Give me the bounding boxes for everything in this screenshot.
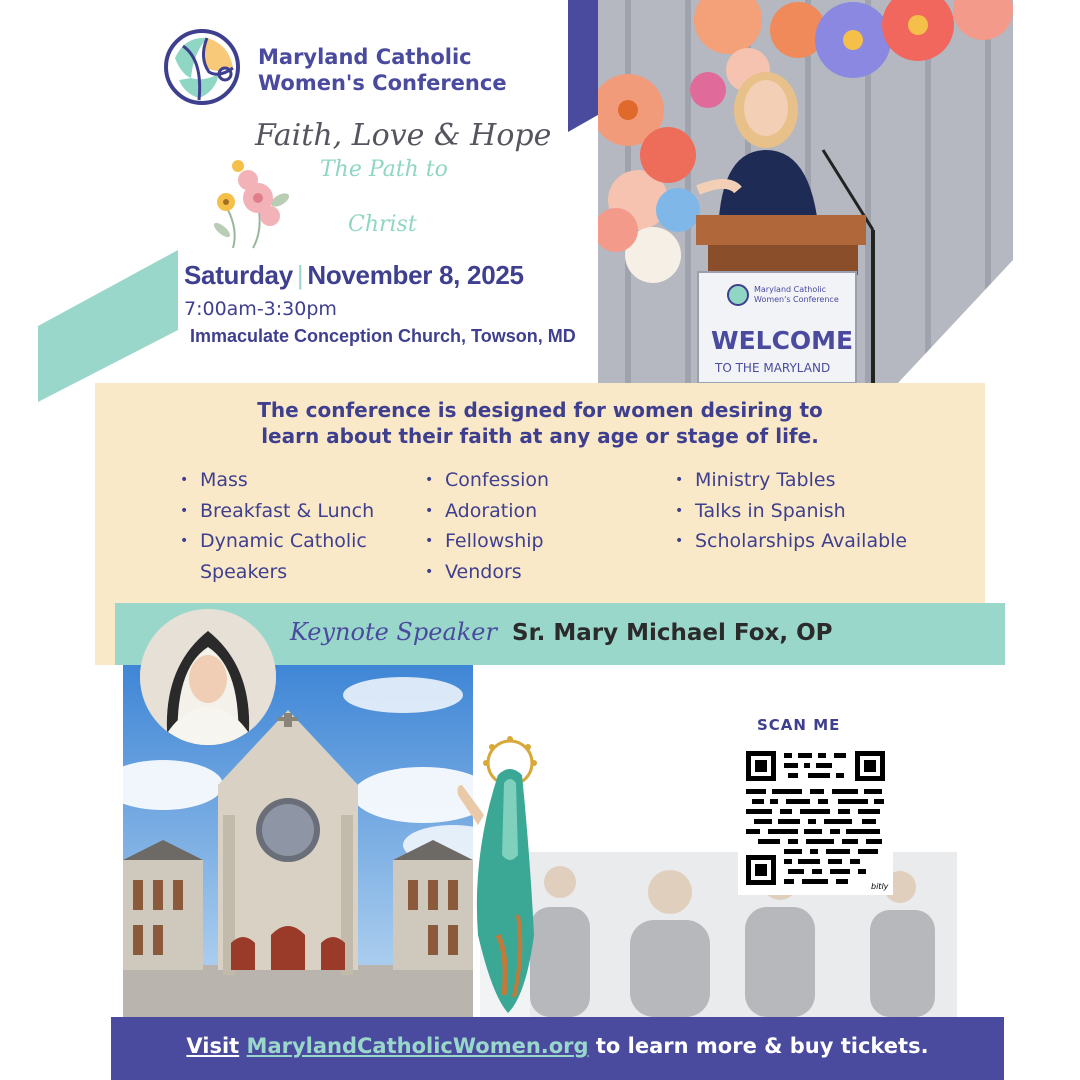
website-link[interactable]: MarylandCatholicWomen.org: [246, 1034, 589, 1058]
theme-title: Faith, Love & Hope: [255, 118, 552, 153]
scan-me-label: SCAN ME: [757, 716, 841, 734]
features-column-3: [675, 465, 935, 557]
mary-statue-image: [448, 735, 543, 1015]
org-name-line2: Women's Conference: [258, 71, 507, 95]
features-column-2: [425, 465, 655, 587]
feature-item: • Confession: [425, 465, 655, 496]
sign-org-line2: Women's Conference: [754, 295, 839, 304]
info-headline-line2: learn about their faith at any age or stage of life.: [261, 424, 819, 448]
info-headline: [95, 397, 985, 449]
org-name-line1: Maryland Catholic: [258, 45, 472, 69]
sign-welcome: WELCOME: [711, 326, 854, 355]
sign-welcome-sub: TO THE MARYLAND: [715, 361, 831, 375]
features-column-1: [180, 465, 410, 587]
info-headline-line1: The conference is designed for women desiring to: [257, 398, 823, 422]
date-separator: |: [296, 260, 304, 290]
feature-item: • Scholarships Available: [675, 526, 935, 557]
feature-item: • Adoration: [425, 496, 655, 527]
keynote-speaker-name: Sr. Mary Michael Fox, OP: [512, 620, 833, 646]
keynote-speaker-portrait: [140, 609, 276, 745]
event-date-value: November 8, 2025: [307, 260, 524, 290]
theme-subtitle-line1: The Path to: [320, 157, 448, 182]
theme-subtitle-line2: Christ: [348, 212, 417, 237]
footer-text: [111, 1034, 1004, 1058]
qr-finder-top-right: [855, 751, 885, 781]
feature-item: • Talks in Spanish: [675, 496, 935, 527]
event-day: Saturday: [184, 260, 293, 290]
event-venue: Immaculate Conception Church, Towson, MD: [190, 326, 576, 346]
qr-code[interactable]: [738, 743, 893, 895]
left-teal-parallelogram: [38, 250, 178, 402]
qr-brand: bitly: [871, 882, 889, 891]
feature-item: • Mass: [180, 465, 410, 496]
qr-finder-top-left: [746, 751, 776, 781]
org-name: [258, 44, 507, 96]
feature-item: • Ministry Tables: [675, 465, 935, 496]
sign-org-line1: Maryland Catholic: [754, 285, 827, 294]
conference-logo-icon: [163, 28, 241, 106]
qr-finder-bottom-left: [746, 855, 776, 885]
keynote-label: Keynote Speaker: [290, 618, 497, 646]
event-time: 7:00am-3:30pm: [184, 298, 337, 320]
feature-item: • Breakfast & Lunch: [180, 496, 410, 527]
footer-banner: [111, 1017, 1004, 1080]
flowers-illustration: [208, 150, 298, 250]
footer-rest: to learn more & buy tickets.: [595, 1034, 929, 1058]
feature-item: • Fellowship: [425, 526, 655, 557]
feature-item: • Dynamic Catholic Speakers: [180, 526, 410, 587]
footer-visit: Visit: [186, 1034, 240, 1058]
event-date: [184, 260, 524, 291]
speaker-podium-photo: [598, 0, 1013, 383]
feature-item: • Vendors: [425, 557, 655, 588]
